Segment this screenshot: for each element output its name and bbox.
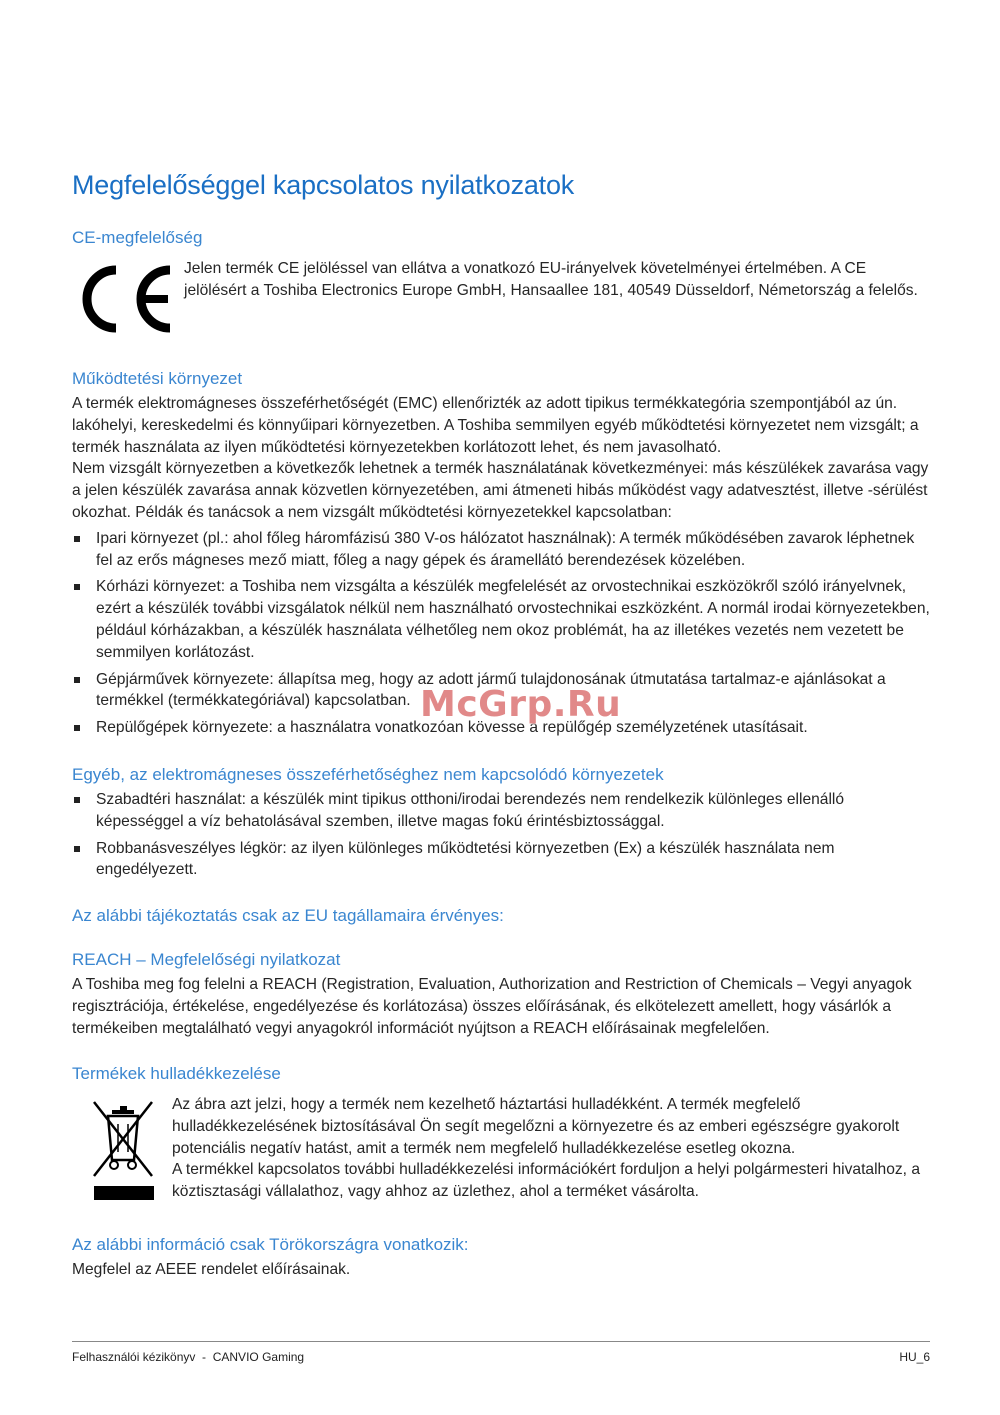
footer-divider [72, 1341, 930, 1342]
turkey-text: Megfelel az AEEE rendelet előírásainak. [72, 1261, 351, 1278]
waste-para-2: A termékkel kapcsolatos további hulladékkezelési információkért forduljon a helyi polgármesteri hivatalhoz, a köztisztasági vállalathoz, vagy ahhoz az üzlethez, ahol a terméket vásárolta. [172, 1161, 921, 1201]
list-item: Repülőgépek környezete: a használatra vonatkozóan kövesse a repülőgép személyzetének utasításait. [72, 717, 930, 739]
footer-page-number: HU_6 [899, 1350, 930, 1364]
list-item: Ipari környezet (pl.: ahol főleg háromfázisú 380 V-os hálózatot használnak): A termék működésében zavarok léphetnek fel az erős mágneses mező miatt, főleg a nagy gépek és áramellátó berendezések közelében. [72, 528, 930, 572]
waste-heading: Termékek hulladékkezelése [72, 1064, 281, 1083]
waste-section [72, 1064, 930, 1088]
watermark: McGrp.Ru [420, 684, 622, 725]
operating-heading: Működtetési környezet [72, 369, 243, 388]
operating-para-1: A termék elektromágneses összeférhetőségét (EMC) ellenőrizték az adott tipikus termékkategória szempontjából az ún. lakóhelyi, kereskedelmi és könnyűipari környezetben. A Toshiba semmilyen egyéb működtetési környezetet nem vizsgált; a termék használata az ilyen működtetési környezetekben korlátozott lehet, és nem javasolható. [72, 395, 919, 456]
other-env-bullet-list [72, 789, 930, 881]
reach-heading: REACH – Megfelelőségi nyilatkozat [72, 950, 341, 969]
list-item: Szabadtéri használat: a készülék mint tipikus otthoni/irodai berendezés nem rendelkezik különleges ellenálló képességgel a víz behatolásával szemben, illetve magas fokú érintésbiztossággal. [72, 789, 930, 833]
turkey-section [72, 1235, 930, 1281]
list-item: Robbanásveszélyes légkör: az ilyen különleges működtetési környezetben (Ex) a készülék használata nem engedélyezett. [72, 838, 930, 882]
reach-section [72, 950, 930, 1039]
list-item: Gépjárművek környezete: állapítsa meg, hogy az adott jármű tulajdonosának útmutatása tartalmaz-e ajánlásokat a termékkel (termékkategóriával) kapcsolatban. [72, 669, 930, 713]
waste-para-1: Az ábra azt jelzi, hogy a termék nem kezelhető háztartási hulladékként. A termék megfelelő hulladékkezelésének biztosításával Ön segít megelőzni a környezetre és az emberi egészségre gyakorolt potenciális negatív hatást, amit a termék nem megfelelő hulladékkezelése esetleg okozna. [172, 1096, 900, 1157]
waste-text [172, 1094, 932, 1203]
other-env-section [72, 765, 930, 886]
turkey-heading: Az alábbi információ csak Törökországra vonatkozik: [72, 1235, 469, 1254]
ce-text: Jelen termék CE jelöléssel van ellátva a vonatkozó EU-irányelvek követelményei értelmében. A CE jelölésért a Toshiba Electronics Europe GmbH, Hansaallee 181, 40549 Düsseldorf, Németország a felelős. [184, 260, 918, 299]
reach-text: A Toshiba meg fog felelni a REACH (Registration, Evaluation, Authorization and Restriction of Chemicals – Vegyi anyagok regisztrációja, értékelése, engedélyezése és korlátozása) összes előírásának, és elkötelezett amellett, hogy vásárlók a termékeiben megtalálható vegyi anyagokról információt nyújtson a REACH előírásainak megfelelően. [72, 976, 912, 1037]
ce-section [72, 228, 930, 252]
crossed-bin-icon [90, 1098, 156, 1204]
eu-note-heading: Az alábbi tájékoztatás csak az EU tagállamaira érvényes: [72, 906, 504, 925]
ce-heading: CE-megfelelőség [72, 228, 203, 247]
list-item: Kórházi környezet: a Toshiba nem vizsgálta a készülék megfelelését az orvostechnikai eszközökről szóló irányelvnek, ezért a készülék további vizsgálatok nélkül nem használható orvostechnikai eszközként. A normál irodai környezetekben, például kórházakban, a készülék használata vélhetőleg nem okoz problémát, ha az illetékes vezetés nem vezetett be semmilyen korlátozást. [72, 576, 930, 663]
other-env-heading: Egyéb, az elektromágneses összeférhetőséghez nem kapcsolódó környezetek [72, 765, 664, 784]
footer-doc-title: Felhasználói kézikönyv - CANVIO Gaming [72, 1350, 305, 1364]
page-title: Megfelelőséggel kapcsolatos nyilatkozatok [72, 170, 575, 200]
ce-mark-icon [78, 264, 174, 334]
eu-note-section [72, 906, 930, 930]
operating-para-2: Nem vizsgált környezetben a következők lehetnek a termék használatának következményei: más készülékek zavarása vagy a jelen készülék zavarása annak közvetlen környezetében, ami átmeneti hibás működést vagy adatvesztést, illetve -sérülést okozhat. Példák és tanácsok a nem vizsgált működtetési környezetekkel kapcsolatban: [72, 460, 929, 521]
